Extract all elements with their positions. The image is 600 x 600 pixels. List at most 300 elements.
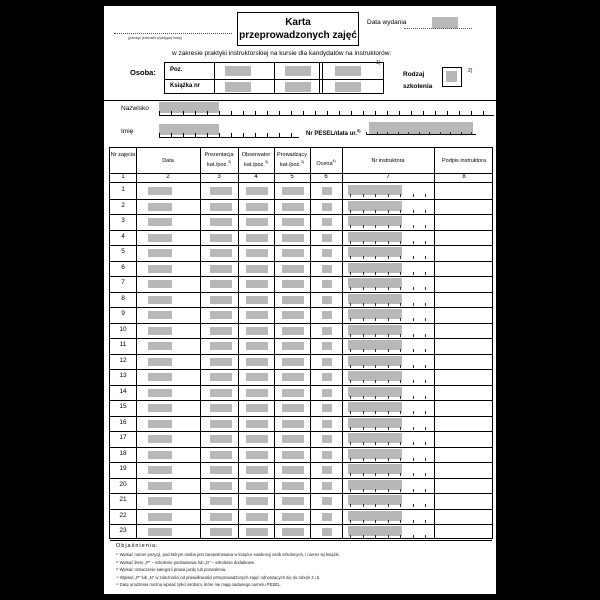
letter-tick: [171, 111, 172, 115]
digit-tick: [400, 194, 401, 197]
date-field[interactable]: [148, 296, 172, 304]
digit-tick: [388, 210, 389, 213]
ocena-field[interactable]: [322, 249, 332, 257]
obserwator-field[interactable]: [246, 466, 268, 474]
ocena-field[interactable]: [322, 420, 332, 428]
row-line: [110, 385, 492, 386]
form-title: [237, 12, 359, 46]
prowadzacy-field[interactable]: [282, 466, 304, 474]
row-number: 10: [119, 325, 127, 333]
row-number: 9: [121, 310, 125, 317]
col-header-ocena-note: 4): [332, 159, 336, 163]
explanations-title: Objaśnienia:: [116, 543, 159, 549]
obserwator-field[interactable]: [246, 296, 268, 304]
col-header-prezentacja: [200, 152, 238, 169]
ocena-field[interactable]: [322, 327, 332, 335]
digit-tick: [363, 442, 364, 445]
digit-tick: [375, 489, 376, 492]
digit-tick: [413, 535, 414, 538]
row-line: [110, 323, 492, 324]
ksiazka-field-1[interactable]: [225, 82, 251, 92]
prezentacja-field[interactable]: [210, 451, 232, 459]
digit-tick: [388, 349, 389, 352]
digit-tick: [363, 489, 364, 492]
digit-tick: [413, 380, 414, 383]
digit-tick: [400, 272, 401, 275]
digit-tick: [388, 411, 389, 414]
number-line: [110, 182, 492, 183]
digit-tick: [400, 458, 401, 461]
ocena-field[interactable]: [322, 342, 332, 350]
digit-tick: [363, 411, 364, 414]
row-line: [110, 369, 492, 370]
ocena-field[interactable]: [322, 528, 332, 536]
digit-tick: [350, 380, 351, 383]
digit-tick: [413, 504, 414, 507]
ocena-field[interactable]: [322, 203, 332, 211]
date-field[interactable]: [148, 187, 172, 195]
column-number: 8: [462, 174, 466, 180]
ocena-field[interactable]: [322, 311, 332, 319]
letter-tick: [207, 111, 208, 115]
row-line: [110, 431, 492, 432]
digit-tick: [388, 318, 389, 321]
row-number: 17: [119, 434, 127, 441]
prowadzacy-field[interactable]: [282, 497, 304, 505]
digit-tick: [413, 303, 414, 306]
row-line: [110, 307, 492, 308]
digit-tick: [363, 210, 364, 213]
digit-tick: [425, 535, 426, 538]
date-field[interactable]: [148, 420, 172, 428]
imie-label: Imię: [121, 128, 134, 135]
prowadzacy-field[interactable]: [282, 280, 304, 288]
digit-tick: [363, 520, 364, 523]
digit-tick: [413, 349, 414, 352]
digit-tick: [377, 132, 378, 135]
prezentacja-field[interactable]: [210, 389, 232, 397]
letter-tick: [363, 111, 364, 115]
prowadzacy-field[interactable]: [282, 528, 304, 536]
obserwator-field[interactable]: [246, 420, 268, 428]
col-header-data: Data: [162, 158, 174, 164]
digit-tick: [363, 427, 364, 430]
digit-tick: [425, 225, 426, 228]
digit-tick: [388, 427, 389, 430]
obserwator-field[interactable]: [246, 528, 268, 536]
pesel-label: [306, 128, 361, 137]
digit-tick: [408, 132, 409, 135]
prowadzacy-field[interactable]: [282, 203, 304, 211]
imie-field[interactable]: [159, 124, 299, 138]
row-line: [110, 400, 492, 401]
row-line: [110, 214, 492, 215]
letter-tick: [183, 133, 184, 137]
ocena-field[interactable]: [322, 466, 332, 474]
digit-tick: [388, 303, 389, 306]
poz-field-2[interactable]: [285, 66, 311, 76]
digit-tick: [350, 520, 351, 523]
row-number: 2: [121, 201, 125, 209]
ocena-field[interactable]: [322, 513, 332, 521]
prezentacja-field[interactable]: [210, 203, 232, 211]
ksiazka-field-2[interactable]: [285, 82, 311, 92]
digit-tick: [350, 272, 351, 275]
letter-tick: [327, 111, 328, 115]
digit-tick: [429, 132, 430, 135]
prezentacja-field[interactable]: [210, 234, 232, 242]
prowadzacy-field[interactable]: [282, 265, 304, 273]
date-field[interactable]: [148, 497, 172, 505]
nazwisko-value: [159, 102, 219, 113]
digit-tick: [400, 349, 401, 352]
digit-tick: [400, 318, 401, 321]
ocena-field[interactable]: [322, 482, 332, 490]
digit-tick: [375, 349, 376, 352]
obserwator-field[interactable]: [246, 389, 268, 397]
prezentacja-field[interactable]: [210, 482, 232, 490]
obserwator-field[interactable]: [246, 373, 268, 381]
ocena-field[interactable]: [322, 404, 332, 412]
digit-tick: [375, 473, 376, 476]
prezentacja-field[interactable]: [210, 311, 232, 319]
obserwator-field[interactable]: [246, 203, 268, 211]
letter-tick: [183, 111, 184, 115]
issue-date-label: Data wydania: [367, 19, 407, 26]
digit-tick: [400, 241, 401, 244]
obserwator-field[interactable]: [246, 451, 268, 459]
obserwator-field[interactable]: [246, 435, 268, 443]
obserwator-field[interactable]: [246, 187, 268, 195]
stamp-line: [114, 33, 232, 34]
date-field[interactable]: [148, 389, 172, 397]
digit-tick: [413, 241, 414, 244]
date-field[interactable]: [148, 528, 172, 536]
digit-tick: [375, 396, 376, 399]
prezentacja-field[interactable]: [210, 342, 232, 350]
digit-tick: [440, 132, 441, 135]
digit-tick: [350, 334, 351, 337]
digit-tick: [425, 287, 426, 290]
stamp-caption: (pieczęć jednostki wydającej kartę): [128, 36, 183, 40]
prezentacja-field[interactable]: [210, 218, 232, 226]
date-field[interactable]: [148, 280, 172, 288]
digit-tick: [400, 504, 401, 507]
row-number: 3: [121, 217, 125, 224]
explanation-item: ⁴⁾ Wpisać „P” lub „N” w zależności od prawidłowości przeprowadzonych zajęć odnoszących się do rubryk 3 i 5.: [116, 574, 321, 580]
letter-tick: [351, 111, 352, 115]
date-field[interactable]: [148, 451, 172, 459]
digit-tick: [388, 334, 389, 337]
digit-tick: [400, 396, 401, 399]
digit-tick: [413, 411, 414, 414]
letter-tick: [459, 111, 460, 115]
explanation-item: ⁵⁾ Datę urodzenia można wpisać tylko osobom, które nie mają nadanego numeru PESEL.: [116, 582, 282, 587]
digit-tick: [425, 194, 426, 197]
prowadzacy-field[interactable]: [282, 404, 304, 412]
letter-tick: [195, 133, 196, 137]
digit-tick: [388, 458, 389, 461]
digit-tick: [425, 458, 426, 461]
prowadzacy-field[interactable]: [282, 482, 304, 490]
obserwator-field[interactable]: [246, 234, 268, 242]
row-line: [110, 524, 492, 525]
date-field[interactable]: [148, 513, 172, 521]
digit-tick: [450, 132, 451, 135]
prowadzacy-field[interactable]: [282, 435, 304, 443]
row-number: 19: [119, 465, 127, 472]
date-field[interactable]: [148, 249, 172, 257]
digit-tick: [366, 132, 367, 135]
scope-text: w zakresie praktyki instruktorskiej na kursie dla kandydatów na instruktorów:: [172, 50, 392, 57]
obserwator-field[interactable]: [246, 218, 268, 226]
ksiazka-label: Książka nr: [170, 83, 201, 89]
digit-tick: [413, 442, 414, 445]
prezentacja-field[interactable]: [210, 435, 232, 443]
digit-tick: [413, 272, 414, 275]
date-field[interactable]: [148, 404, 172, 412]
digit-tick: [388, 473, 389, 476]
letter-tick: [423, 111, 424, 115]
letter-tick: [435, 111, 436, 115]
digit-tick: [350, 256, 351, 259]
column-number: 1: [121, 174, 125, 180]
obserwator-field[interactable]: [246, 265, 268, 273]
issue-date-line: [404, 28, 472, 29]
digit-tick: [425, 489, 426, 492]
prowadzacy-field[interactable]: [282, 373, 304, 381]
digit-tick: [413, 427, 414, 430]
row-line: [110, 292, 492, 293]
prezentacja-field[interactable]: [210, 187, 232, 195]
prowadzacy-field[interactable]: [282, 311, 304, 319]
prowadzacy-field[interactable]: [282, 249, 304, 257]
ocena-field[interactable]: [322, 187, 332, 195]
prowadzacy-field[interactable]: [282, 513, 304, 521]
obserwator-field[interactable]: [246, 249, 268, 257]
obserwator-field[interactable]: [246, 497, 268, 505]
digit-tick: [413, 396, 414, 399]
poz-field-1[interactable]: [225, 66, 251, 76]
prezentacja-field[interactable]: [210, 358, 232, 366]
date-field[interactable]: [148, 218, 172, 226]
col-header-nr: Nr zajęcia: [110, 152, 136, 158]
obserwator-field[interactable]: [246, 404, 268, 412]
digit-tick: [375, 411, 376, 414]
letter-tick: [315, 111, 316, 115]
row-line: [110, 540, 492, 541]
digit-tick: [375, 318, 376, 321]
prowadzacy-field[interactable]: [282, 234, 304, 242]
prezentacja-field[interactable]: [210, 265, 232, 273]
digit-tick: [413, 334, 414, 337]
ocena-field[interactable]: [322, 280, 332, 288]
letter-tick: [447, 111, 448, 115]
row-number: 8: [121, 294, 125, 302]
letter-tick: [291, 133, 292, 137]
prowadzacy-field[interactable]: [282, 187, 304, 195]
letter-tick: [279, 133, 280, 137]
prowadzacy-field[interactable]: [282, 296, 304, 304]
row-line: [110, 276, 492, 277]
digit-tick: [400, 411, 401, 414]
row-number: 15: [119, 403, 127, 410]
prowadzacy-field[interactable]: [282, 358, 304, 366]
digit-tick: [425, 411, 426, 414]
rodzaj-box: [442, 67, 462, 87]
ocena-field[interactable]: [322, 373, 332, 381]
digit-tick: [375, 303, 376, 306]
obserwator-field[interactable]: [246, 342, 268, 350]
nazwisko-label: Nazwisko: [121, 105, 149, 112]
col-header-ocena-text: Ocena: [316, 160, 333, 167]
letter-tick: [387, 111, 388, 115]
col-divider: [434, 148, 435, 538]
letter-tick: [219, 133, 220, 137]
osoba-note: 1): [376, 60, 381, 66]
digit-tick: [363, 194, 364, 197]
prezentacja-field[interactable]: [210, 373, 232, 381]
col-header-prowadzacy-note: 3): [300, 160, 304, 164]
prowadzacy-field[interactable]: [282, 342, 304, 350]
ocena-field[interactable]: [322, 296, 332, 304]
obserwator-field[interactable]: [246, 311, 268, 319]
date-field[interactable]: [148, 358, 172, 366]
prowadzacy-field[interactable]: [282, 420, 304, 428]
prowadzacy-field[interactable]: [282, 327, 304, 335]
digit-tick: [400, 380, 401, 383]
ocena-field[interactable]: [322, 389, 332, 397]
digit-tick: [388, 272, 389, 275]
prezentacja-field[interactable]: [210, 420, 232, 428]
prowadzacy-field[interactable]: [282, 218, 304, 226]
prezentacja-field[interactable]: [210, 466, 232, 474]
digit-tick: [350, 225, 351, 228]
letter-tick: [399, 111, 400, 115]
date-field[interactable]: [148, 203, 172, 211]
ocena-field[interactable]: [322, 435, 332, 443]
col-header-prezentacja-note: 3): [227, 160, 231, 164]
digit-tick: [350, 427, 351, 430]
col-header-obserwator-text: Obserwator kat./poz.: [241, 152, 271, 168]
letter-tick: [171, 133, 172, 137]
nazwisko-field[interactable]: [159, 102, 494, 116]
col-divider: [200, 148, 201, 538]
ocena-field[interactable]: [322, 358, 332, 366]
letter-tick: [483, 111, 484, 115]
digit-tick: [400, 365, 401, 368]
date-field[interactable]: [148, 435, 172, 443]
digit-tick: [425, 241, 426, 244]
obserwator-field[interactable]: [246, 513, 268, 521]
prezentacja-field[interactable]: [210, 528, 232, 536]
poz-field-3[interactable]: [335, 66, 361, 76]
digit-tick: [363, 458, 364, 461]
prezentacja-field[interactable]: [210, 327, 232, 335]
col-header-prowadzacy-text: Prowadzący kat./poz.: [277, 152, 307, 168]
prezentacja-field[interactable]: [210, 296, 232, 304]
letter-tick: [231, 133, 232, 137]
digit-tick: [425, 303, 426, 306]
row-line: [110, 354, 492, 355]
prezentacja-field[interactable]: [210, 249, 232, 257]
col-divider: [274, 148, 275, 538]
digit-tick: [350, 458, 351, 461]
obserwator-field[interactable]: [246, 327, 268, 335]
digit-tick: [400, 287, 401, 290]
col-header-prezentacja-text: Prezentacja kat./poz.: [204, 152, 234, 168]
digit-tick: [375, 241, 376, 244]
row-line: [110, 338, 492, 339]
obserwator-field[interactable]: [246, 358, 268, 366]
osoba-table: [164, 62, 384, 94]
column-number: 4: [254, 174, 258, 180]
digit-tick: [398, 132, 399, 135]
digit-tick: [363, 334, 364, 337]
digit-tick: [375, 287, 376, 290]
date-field[interactable]: [148, 466, 172, 474]
ocena-field[interactable]: [322, 265, 332, 273]
digit-tick: [425, 473, 426, 476]
prowadzacy-field[interactable]: [282, 451, 304, 459]
date-field[interactable]: [148, 234, 172, 242]
digit-tick: [388, 194, 389, 197]
digit-tick: [413, 210, 414, 213]
obserwator-field[interactable]: [246, 280, 268, 288]
letter-tick: [195, 111, 196, 115]
row-number: 21: [119, 496, 127, 503]
ocena-field[interactable]: [322, 451, 332, 459]
ksiazka-field-3[interactable]: [335, 82, 361, 92]
digit-tick: [400, 210, 401, 213]
form-sheet: [103, 5, 497, 595]
rodzaj-line1: Rodzaj: [403, 71, 425, 78]
digit-tick: [425, 396, 426, 399]
digit-tick: [425, 365, 426, 368]
row-line: [110, 245, 492, 246]
letter-tick: [219, 111, 220, 115]
explanation-item: ²⁾ Wpisać literę „P” – szkolenie podstawowe lub „D” – szkolenie dodatkowe.: [116, 559, 256, 565]
prezentacja-field[interactable]: [210, 280, 232, 288]
digit-tick: [350, 442, 351, 445]
col-header-prowadzacy: [274, 152, 310, 169]
date-field[interactable]: [148, 327, 172, 335]
column-number: 2: [166, 174, 170, 180]
digit-tick: [363, 256, 364, 259]
prowadzacy-field[interactable]: [282, 389, 304, 397]
date-field[interactable]: [148, 265, 172, 273]
column-number: 5: [290, 174, 294, 180]
ocena-field[interactable]: [322, 234, 332, 242]
prezentacja-field[interactable]: [210, 404, 232, 412]
digit-tick: [350, 489, 351, 492]
rodzaj-field[interactable]: [446, 71, 457, 82]
pesel-label-text: Nr PESEL/data ur.: [306, 131, 358, 137]
digit-tick: [388, 442, 389, 445]
date-field[interactable]: [148, 373, 172, 381]
activity-table: [109, 147, 493, 539]
date-field[interactable]: [148, 342, 172, 350]
ocena-field[interactable]: [322, 218, 332, 226]
prezentacja-field[interactable]: [210, 513, 232, 521]
date-field[interactable]: [148, 482, 172, 490]
ocena-field[interactable]: [322, 497, 332, 505]
digit-tick: [375, 458, 376, 461]
obserwator-field[interactable]: [246, 482, 268, 490]
prezentacja-field[interactable]: [210, 497, 232, 505]
digit-tick: [413, 489, 414, 492]
date-field[interactable]: [148, 311, 172, 319]
